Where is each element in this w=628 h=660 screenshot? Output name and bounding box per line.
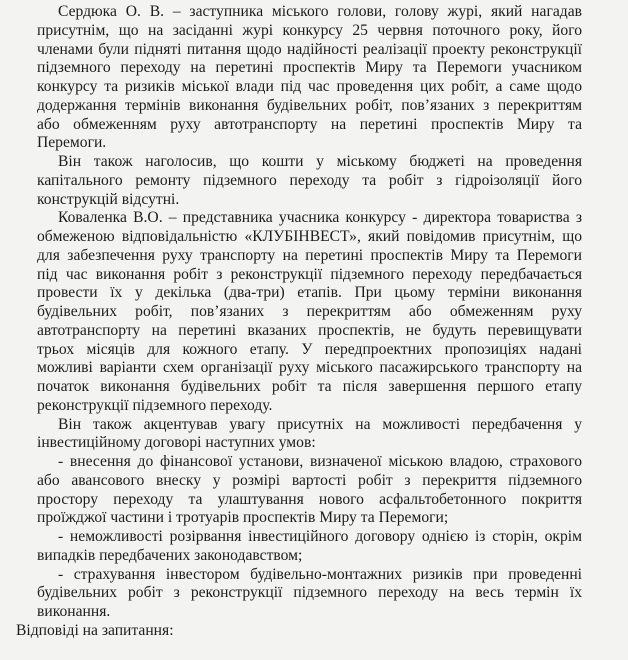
text-line: Сердюка О. В. – заступника міського голови, голову журі, який нагадав [58,3,582,20]
text-line: виконання. [37,603,111,620]
text-line: Перемоги. [37,134,107,152]
text-line: - страхування інвестором будівельно-монтажних ризиків при проведенні [58,565,582,583]
paragraph-budget [16,153,582,209]
text-line: можливі варіанти схем організації руху міського пасажирського транспорту на [37,359,582,377]
text-line: - неможливості розірвання інвестиційного договору однією із сторін, окрім [58,528,582,545]
text-line: початок виконання будівельних робіт та після завершення першого етапу [37,378,582,395]
text-line: Коваленка В.О. – представника учасника конкурсу - директора товариства з [58,209,582,227]
text-line: будівельних робіт з реконструкції підземного переходу на весь термін їх [37,584,582,602]
condition-item-1 [16,453,582,528]
document-page [16,3,582,641]
text-line: проїжджої частини і тротуарів проспектів Миру та Перемоги; [37,509,449,527]
condition-item-2 [16,528,582,566]
text-line: підземного переходу на перетині проспектів Миру та Перемоги учасником [37,59,582,77]
answers-heading [16,622,582,641]
condition-item-3 [16,566,582,622]
paragraph-serdyuk [16,3,582,153]
text-line: реконструкції підземного переходу. [37,396,273,414]
text-line: обмеженою відповідальністю «КЛУБІНВЕСТ», який повідомив присутнім, що [37,228,582,245]
paragraph-accent [16,416,582,454]
text-line: або обмеженням руху автотранспорту на перетині проспектів Миру та [37,115,582,133]
text-line: Він також наголосив, що кошти у міському бюджеті на проведення [58,153,582,170]
text-line: присутнім, що на засіданні журі конкурсу 25 червня поточного року, його [37,21,582,39]
text-line: Він також акцентував увагу присутніх на можливості передбачення у [58,415,582,433]
text-line: простору переходу та улаштування нового асфальтобетонного покриття [37,490,582,508]
text-line: членами були підняті питання щодо надійності реалізації проекту реконструкції [37,40,582,58]
text-line: - внесення до фінансової установи, визначеної міською владою, страхового [58,453,582,470]
text-line: додержання термінів виконання будівельних робіт, пов’язаних з перекриттям [37,96,582,114]
text-line: під час виконання робіт з реконструкції підземного переходу передбачається [37,265,582,283]
text-line: капітального ремонту підземного переходу та робіт з гідроізоляції його [37,171,582,189]
text-line: Відповіді на запитання: [16,621,174,639]
text-line: інвестиційному договорі наступних умов: [37,434,316,452]
text-line: або авансового внеску у розмірі вартості робіт з перекриття підземного [37,471,582,489]
text-line: провести їх у декілька (два-три) етапів. При цьому терміни виконання [37,284,582,302]
text-line: трьох місяців для кожного етапу. У передпроектних пропозиціях надані [37,340,582,358]
text-line: будівельних робіт, пов’язаних з перекриттям або обмеженням руху [37,303,582,320]
text-line: для забезпечення руху транспорту на перетині проспектів Миру та Перемоги [37,246,582,264]
text-line: випадків передбачених законодавством; [37,546,303,564]
text-line: автотранспорту на перетині вказаних проспектів, не будуть перевищувати [37,321,582,339]
text-line: конкурсу та ризиків міської влади під час проведення цих робіт, а саме щодо [37,78,582,95]
paragraph-kovalenko [16,209,582,415]
text-line: конструкцій відсутні. [37,190,180,208]
